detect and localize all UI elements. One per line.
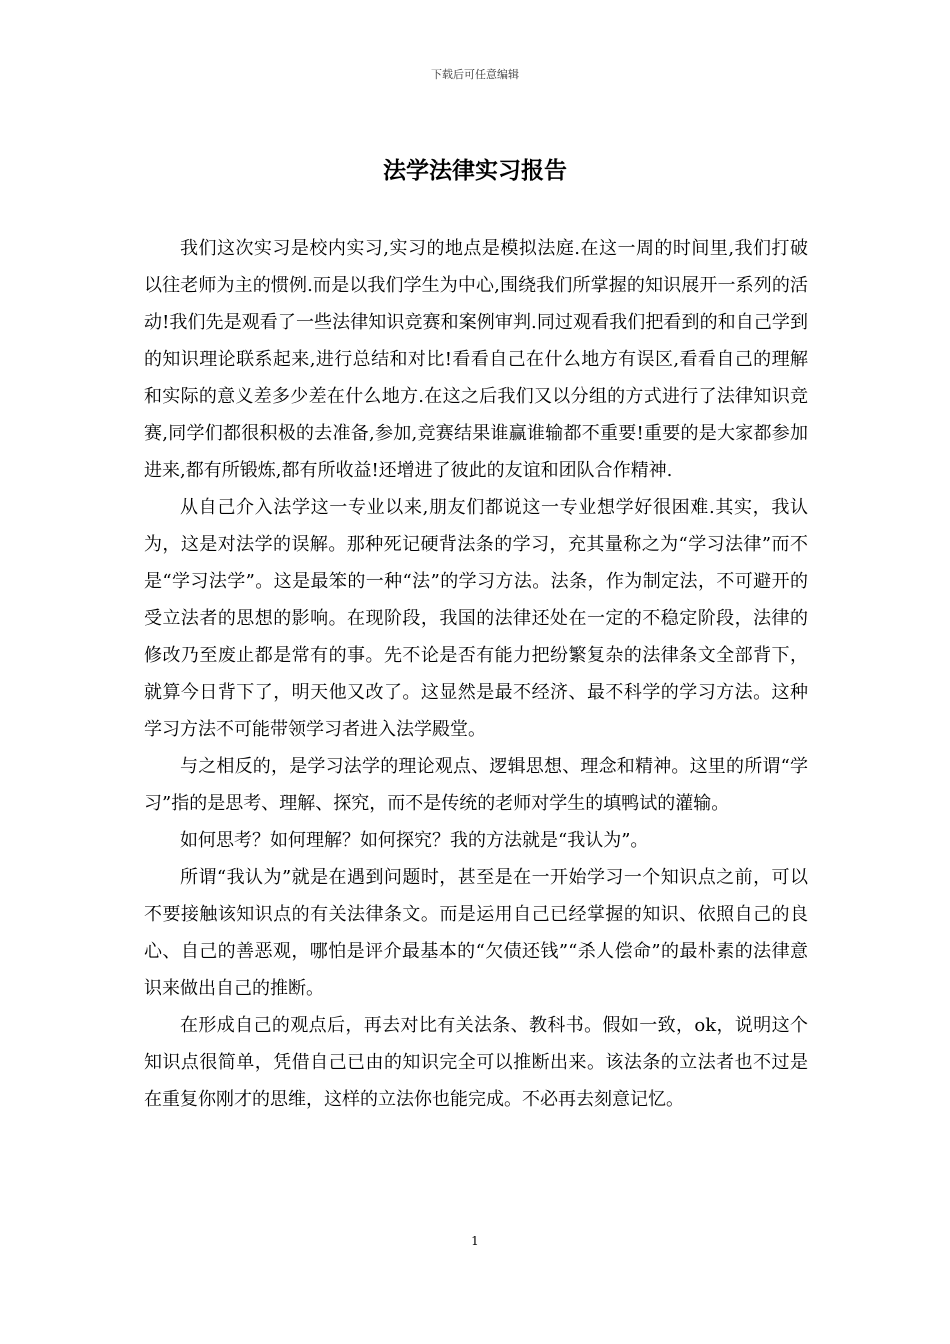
page-number: 1 — [471, 1234, 479, 1248]
paragraph: 我们这次实习是校内实习,实习的地点是模拟法庭.在这一周的时间里,我们打破以往老师为主的惯例.而是以我们学生为中心,围绕我们所掌握的知识展开一系列的活动!我们先是观看了一些法律知识竞赛和案例审判.同过观看我们把看到的和自己学到的知识理论联系起来,进行总结和对比!看看自己在什么地方有误区,看看自己的理解和实际的意义差多少差在什么地方.在这之后我们又以分组的方式进行了法律知识竞赛,同学们都很积极的去准备,参加,竞赛结果谁赢谁输都不重要!重要的是大家都参加进来,都有所锻炼,都有所收益!还增进了彼此的友谊和团队合作精神. — [144, 238, 808, 481]
paragraph: 如何思考？如何理解？如何探究？我的方法就是“我认为”。 — [180, 830, 649, 851]
paragraph: 在形成自己的观点后，再去对比有关法条、教科书。假如一致，ok，说明这个知识点很简单，凭借自己已由的知识完全可以推断出来。该法条的立法者也不过是在重复你刚才的思维，这样的立法你也能完成。不必再去刻意记忆。 — [144, 1015, 808, 1110]
header-note: 下载后可任意编辑 — [431, 68, 519, 81]
paragraph: 从自己介入法学这一专业以来,朋友们都说这一专业想学好很困难.其实，我认为，这是对法学的误解。那种死记硬背法条的学习，充其量称之为“学习法律”而不是“学习法学”。这是最笨的一种“法”的学习方法。法条，作为制定法，不可避开的受立法者的思想的影响。在现阶段，我国的法律还处在一定的不稳定阶段，法律的修改乃至废止都是常有的事。先不论是否有能力把纷繁复杂的法律条文全部背下，就算今日背下了，明天他又改了。这显然是最不经济、最不科学的学习方法。这种学习方法不可能带领学习者进入法学殿堂。 — [144, 497, 808, 740]
paragraph: 所谓“我认为”就是在遇到问题时，甚至是在一开始学习一个知识点之前，可以不要接触该知识点的有关法律条文。而是运用自己已经掌握的知识、依照自己的良心、自己的善恶观，哪怕是评介最基本的“欠债还钱”“杀人偿命”的最朴素的法律意识来做出自己的推断。 — [144, 867, 808, 999]
document-title: 法学法律实习报告 — [383, 157, 567, 184]
document-body — [144, 230, 808, 1118]
paragraph: 与之相反的，是学习法学的理论观点、逻辑思想、理念和精神。这里的所谓“学习”指的是思考、理解、探究，而不是传统的老师对学生的填鸭试的灌输。 — [144, 756, 808, 814]
